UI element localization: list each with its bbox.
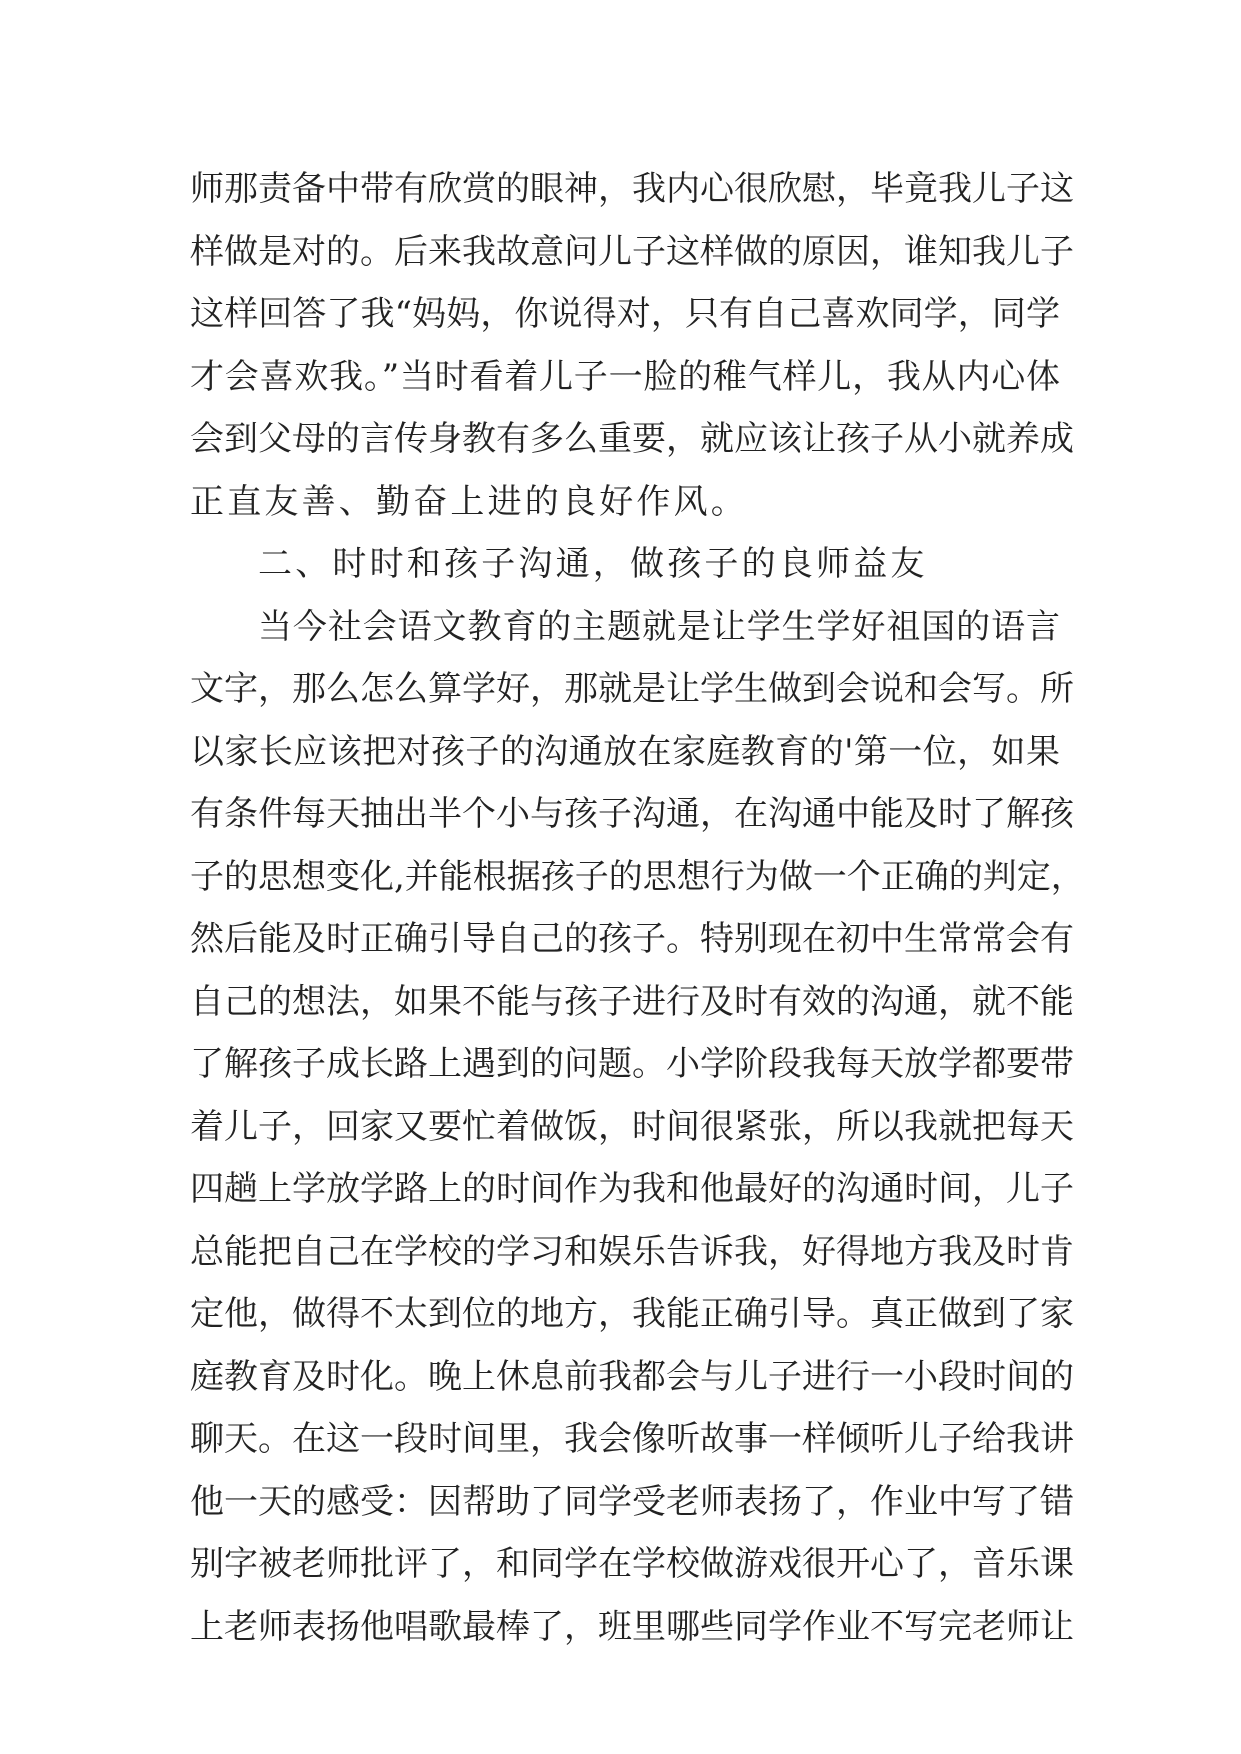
text-line: 庭教育及时化。晚上休息前我都会与儿子进行一小段时间的 bbox=[190, 1356, 1074, 1397]
text-line: 别字被老师批评了，和同学在学校做游戏很开心了，音乐课 bbox=[190, 1544, 1074, 1584]
text-line: 着儿子，回家又要忙着做饭，时间很紧张，所以我就把每天 bbox=[190, 1106, 1074, 1147]
text-line: 当今社会语文教育的主题就是让学生学好祖国的语言 bbox=[258, 606, 1060, 647]
body-text bbox=[190, 158, 1085, 1658]
text-line: 才会喜欢我。”当时看着儿子一脸的稚气样儿，我从内心体 bbox=[190, 356, 1060, 397]
text-line: 子的思想变化,并能根据孩子的思想行为做一个正确的判定， bbox=[190, 856, 1085, 897]
text-line: 以家长应该把对孩子的沟通放在家庭教育的'第一位，如果 bbox=[190, 731, 1060, 772]
text-line: 师那责备中带有欣赏的眼神，我内心很欣慰，毕竟我儿子这 bbox=[190, 169, 1074, 209]
text-line: 样做是对的。后来我故意问儿子这样做的原因，谁知我儿子 bbox=[190, 231, 1074, 272]
text-line: 总能把自己在学校的学习和娱乐告诉我，好得地方我及时肯 bbox=[190, 1231, 1074, 1272]
text-line: 他一天的感受：因帮助了同学受老师表扬了，作业中写了错 bbox=[190, 1481, 1074, 1522]
section-heading: 二、时时和孩子沟通，做孩子的良师益友 bbox=[258, 544, 928, 584]
text-line: 聊天。在这一段时间里，我会像听故事一样倾听儿子给我讲 bbox=[190, 1419, 1074, 1459]
text-line: 四趟上学放学路上的时间作为我和他最好的沟通时间，儿子 bbox=[190, 1169, 1074, 1209]
text-line: 正直友善、勤奋上进的良好作风。 bbox=[190, 481, 748, 522]
text-line: 文字，那么怎么算学好，那就是让学生做到会说和会写。所 bbox=[190, 669, 1074, 709]
text-line: 这样回答了我“妈妈，你说得对，只有自己喜欢同学，同学 bbox=[190, 294, 1060, 334]
text-line: 有条件每天抽出半个小与孩子沟通，在沟通中能及时了解孩 bbox=[190, 794, 1074, 834]
text-line: 然后能及时正确引导自己的孩子。特别现在初中生常常会有 bbox=[190, 919, 1074, 959]
text-line: 自己的想法，如果不能与孩子进行及时有效的沟通，就不能 bbox=[190, 981, 1074, 1022]
text-line: 定他，做得不太到位的地方，我能正确引导。真正做到了家 bbox=[190, 1294, 1074, 1334]
text-line: 了解孩子成长路上遇到的问题。小学阶段我每天放学都要带 bbox=[190, 1044, 1074, 1084]
text-line: 会到父母的言传身教有多么重要，就应该让孩子从小就养成 bbox=[190, 419, 1074, 459]
text-line: 上老师表扬他唱歌最棒了，班里哪些同学作业不写完老师让 bbox=[190, 1606, 1074, 1647]
